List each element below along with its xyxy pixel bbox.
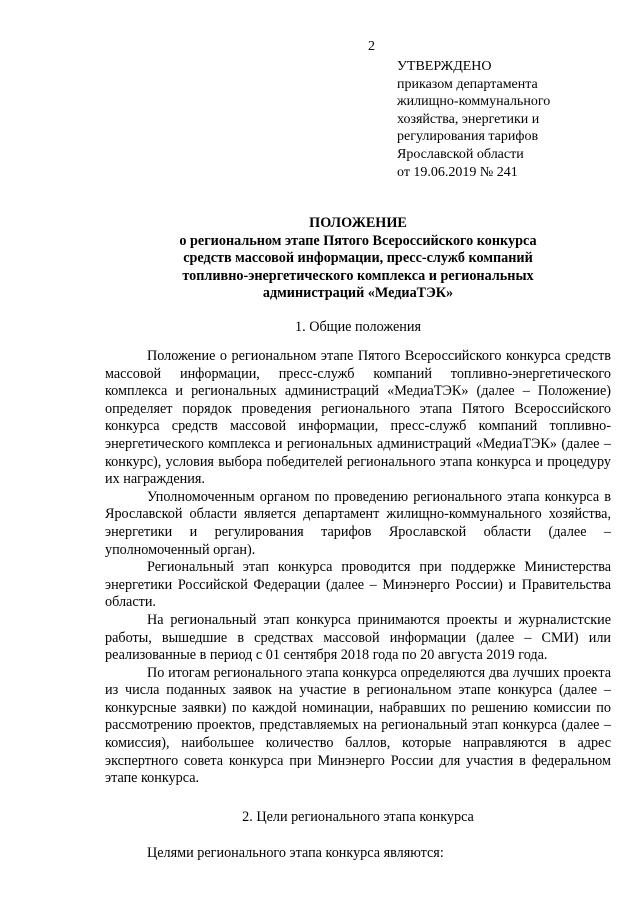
approval-line: от 19.06.2019 № 241 bbox=[397, 164, 518, 180]
approval-line: приказом департамента bbox=[397, 76, 538, 92]
page-number: 2 bbox=[368, 39, 375, 54]
paragraph: Региональный этап конкурса проводится при поддержке Министерства энергетики Российской Федерации (далее – Минэнерго России) и Правительства области. bbox=[105, 559, 611, 611]
paragraph: Положение о региональном этапе Пятого Всероссийского конкурса средств массовой информации, пресс-служб компаний топливно-энергетического комплекса и региональных администраций «МедиаТЭК» (далее – Положение) определяет порядок проведения регионального этапа Пятого Всероссийского конкурса средств массовой информации, пресс-служб компаний топливно-энергетического комплекса и региональных администраций «МедиаТЭК» (далее – конкурс), условия выбора победителей регионального этапа конкурса и процедуру их награждения. bbox=[105, 348, 611, 488]
approval-line: Ярославской области bbox=[397, 146, 524, 162]
title-line: средств массовой информации, пресс-служб компаний bbox=[183, 250, 533, 267]
paragraph: На региональный этап конкурса принимаются проекты и журналистские работы, вышедшие в средствах массовой информации (далее – СМИ) или реализованные в период с 01 сентября 2018 года по 20 августа 2019 года. bbox=[105, 611, 611, 664]
approval-line: УТВЕРЖДЕНО bbox=[397, 59, 492, 74]
approval-stamp bbox=[397, 58, 627, 181]
section-body-general bbox=[105, 348, 611, 788]
goals-intro: Целями регионального этапа конкурса являются: bbox=[147, 845, 444, 861]
approval-line: жилищно-коммунального bbox=[397, 94, 551, 110]
title-line: ПОЛОЖЕНИЕ bbox=[309, 215, 407, 231]
approval-line: хозяйства, энергетики и bbox=[397, 111, 540, 127]
section-heading-general: 1. Общие положения bbox=[295, 319, 421, 335]
approval-line: регулирования тарифов bbox=[397, 129, 539, 145]
section-heading-goals: 2. Цели регионального этапа конкурса bbox=[242, 809, 474, 825]
title-line: о региональном этапе Пятого Всероссийского конкурса bbox=[179, 232, 537, 249]
document-title bbox=[100, 215, 616, 303]
paragraph: Уполномоченным органом по проведению регионального этапа конкурса в Ярославской области является департамент жилищно-коммунального хозяйства, энергетики и регулирования тарифов Ярославской области (далее – уполномоченный орган). bbox=[105, 488, 611, 558]
paragraph: По итогам регионального этапа конкурса определяются два лучших проекта из числа поданных заявок на участие в региональном этапе конкурса (далее – конкурсные заявки) по каждой номинации, набравших по решению комиссии по рассмотрению проектов, представляемых на региональный этап конкурса (далее – комиссия), наибольшее количество баллов, которые направляются в адрес экспертного совета конкурса при Минэнерго России для участия в федеральном этапе конкурса. bbox=[105, 664, 611, 787]
title-line: топливно-энергетического комплекса и региональных bbox=[182, 267, 534, 284]
title-line: администраций «МедиаТЭК» bbox=[262, 285, 454, 302]
